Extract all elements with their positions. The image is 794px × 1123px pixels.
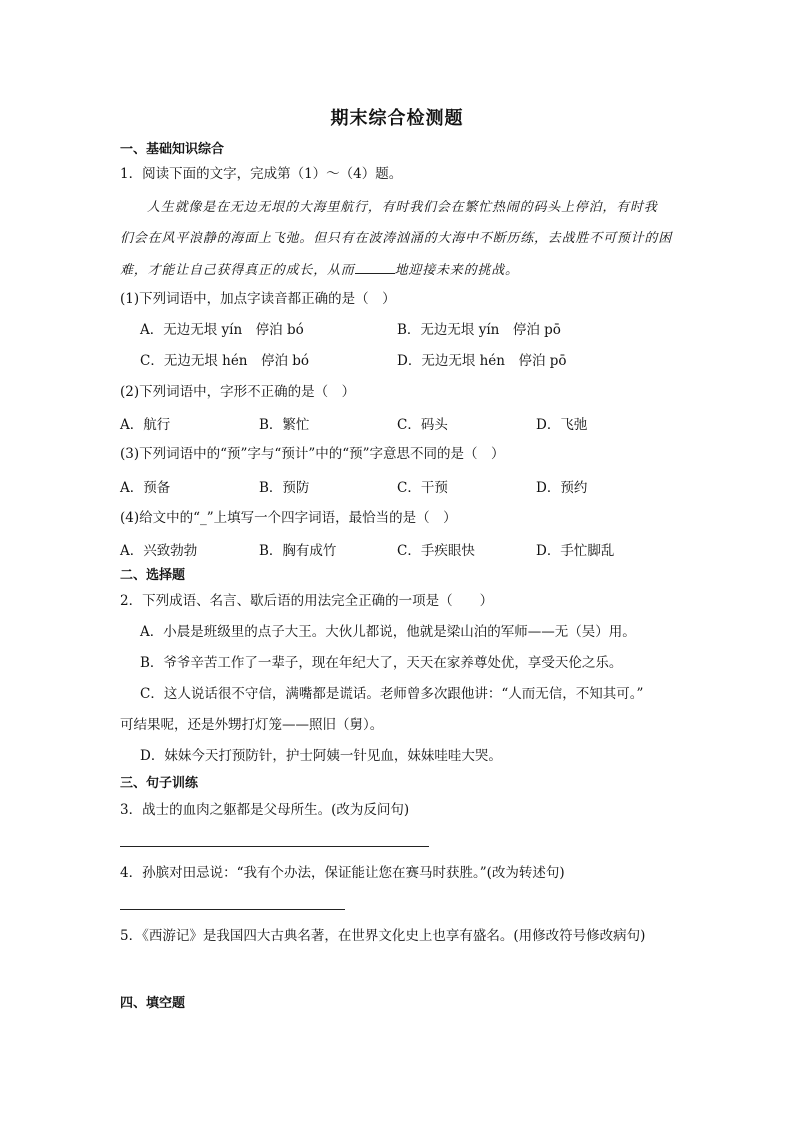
q2-option-d[interactable]: D．妹妹今天打预防针，护士阿姨一针见血，妹妹哇哇大哭。 [140,748,502,764]
question-4: 4．孙膑对田忌说：“我有个办法，保证能让您在赛马时获胜。”(改为转述句) [120,865,565,881]
sub2-option-b[interactable]: B．繁忙 [259,417,310,433]
question-3: 3．战士的血肉之躯都是父母所生。(改为反问句) [120,802,410,818]
sub-question-1-stem: (1)下列词语中，加点字读音都正确的是（ ） [120,291,396,307]
section-3-heading: 三、句子训练 [120,776,199,791]
q2-option-c-continued: 可结果呢，还是外甥打灯笼——照旧（舅）。 [120,717,384,733]
sub3-option-c[interactable]: C．干预 [397,480,448,496]
question-1-stem: 1．阅读下面的文字，完成第（1）～（4）题。 [120,166,403,182]
sub2-option-d[interactable]: D．飞弛 [536,417,588,433]
page-title: 期末综合检测题 [330,108,464,129]
section-1-heading: 一、基础知识综合 [120,142,225,157]
sub-question-4-stem: (4)给文中的“_”上填写一个四字词语，最恰当的是（ ） [120,510,457,526]
sub4-option-a[interactable]: A．兴致勃勃 [120,543,198,559]
passage-line-3-end: 地迎接未来的挑战。 [394,263,519,278]
sub3-option-a[interactable]: A．预备 [120,480,171,496]
section-2-heading: 二、选择题 [120,568,186,583]
sub1-option-c[interactable]: C．无边无垠 hén 停泊 bó [140,353,310,369]
sub1-option-a[interactable]: A．无边无垠 yín 停泊 bó [140,322,304,338]
sub4-option-d[interactable]: D．手忙脚乱 [536,543,615,559]
sub1-option-b[interactable]: B．无边无垠 yín 停泊 pō [397,322,561,338]
question-4-answer-line[interactable] [120,909,345,910]
sub3-option-b[interactable]: B．预防 [259,480,310,496]
passage-line-3 [120,261,519,280]
sub3-option-d[interactable]: D．预约 [536,480,588,496]
question-2-stem: 2．下列成语、名言、歇后语的用法完全正确的一项是（ ） [120,593,494,609]
passage-line-2: 们会在风平浪静的海面上飞弛。但只有在波涛汹涌的大海中不断历练，去战胜不可预计的困 [120,231,673,246]
sub4-option-c[interactable]: C．手疾眼快 [397,543,475,559]
q2-option-a[interactable]: A．小晨是班级里的点子大王。大伙儿都说，他就是梁山泊的军师——无（吴）用。 [140,624,636,640]
passage-blank [355,261,395,274]
section-4-heading: 四、填空题 [120,996,186,1011]
sub2-option-c[interactable]: C．码头 [397,417,448,433]
passage-line-1: 人生就像是在无边无垠的大海里航行，有时我们会在繁忙热闹的码头上停泊，有时我 [147,200,658,215]
sub1-option-d[interactable]: D．无边无垠 hén 停泊 pō [397,353,567,369]
sub4-option-b[interactable]: B．胸有成竹 [259,543,337,559]
question-3-answer-line[interactable] [120,846,429,847]
sub-question-2-stem: (2)下列词语中，字形不正确的是（ ） [120,384,356,400]
q2-option-b[interactable]: B．爷爷辛苦工作了一辈子，现在年纪大了，天天在家养尊处优，享受天伦之乐。 [140,655,623,671]
passage-line-3-text: 难，才能让自己获得真正的成长，从而 [120,263,355,278]
q2-option-c[interactable]: C．这人说话很不守信，满嘴都是谎话。老师曾多次跟他讲：“人而无信，不知其可。” [140,686,644,702]
sub-question-3-stem: (3)下列词语中的“预”字与“预计”中的“预”字意思不同的是（ ） [120,446,505,462]
question-5: 5．《西游记》是我国四大古典名著，在世界文化史上也享有盛名。(用修改符号修改病句) [120,928,646,944]
sub2-option-a[interactable]: A．航行 [120,417,171,433]
